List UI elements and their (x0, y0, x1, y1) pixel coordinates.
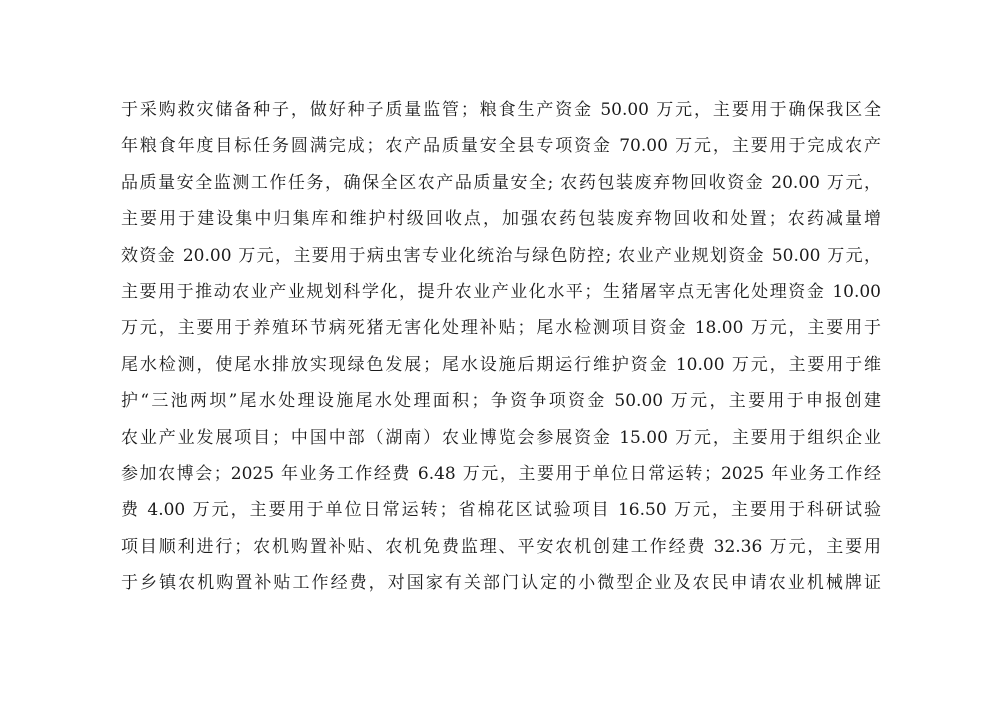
text-line: 效资金 20.00 万元，主要用于病虫害专业化统治与绿色防控; 农业产业规划资金 50.00 万元， (121, 245, 881, 266)
text-line: 费 4.00 万元，主要用于单位日常运转；省棉花区试验项目 16.50 万元，主要用于科研试验 (121, 500, 881, 521)
text-line: 主要用于推动农业产业规划科学化，提升农业产业化水平；生猪屠宰点无害化处理资金 10.00 (121, 281, 881, 302)
text-line: 主要用于建设集中归集库和维护村级回收点，加强农药包装废弃物回收和处置；农药减量增 (121, 209, 881, 230)
text-line: 品质量安全监测工作任务，确保全区农产品质量安全; 农药包装废弃物回收资金 20.00 万元， (121, 172, 881, 193)
text-line: 参加农博会；2025 年业务工作经费 6.48 万元，主要用于单位日常运转；2025 年业务工作经 (121, 463, 881, 484)
text-line: 农业产业发展项目；中国中部（湖南）农业博览会参展资金 15.00 万元，主要用于组织企业 (121, 427, 881, 448)
text-line: 万元，主要用于养殖环节病死猪无害化处理补贴；尾水检测项目资金 18.00 万元，主要用于 (121, 318, 881, 339)
body-text (121, 92, 881, 601)
text-line: 于采购救灾储备种子，做好种子质量监管；粮食生产资金 50.00 万元，主要用于确保我区全 (121, 100, 881, 120)
text-line: 护“三池两坝”尾水处理设施尾水处理面积；争资争项资金 50.00 万元，主要用于申报创建 (121, 391, 881, 412)
text-line: 项目顺利进行；农机购置补贴、农机免费监理、平安农机创建工作经费 32.36 万元，主要用 (121, 536, 881, 557)
text-line: 于乡镇农机购置补贴工作经费，对国家有关部门认定的小微型企业及农民申请农业机械牌证 (121, 573, 881, 594)
text-line: 年粮食年度目标任务圆满完成；农产品质量安全县专项资金 70.00 万元，主要用于完成农产 (121, 136, 881, 157)
text-line: 尾水检测，使尾水排放实现绿色发展；尾水设施后期运行维护资金 10.00 万元，主要用于维 (121, 354, 881, 375)
